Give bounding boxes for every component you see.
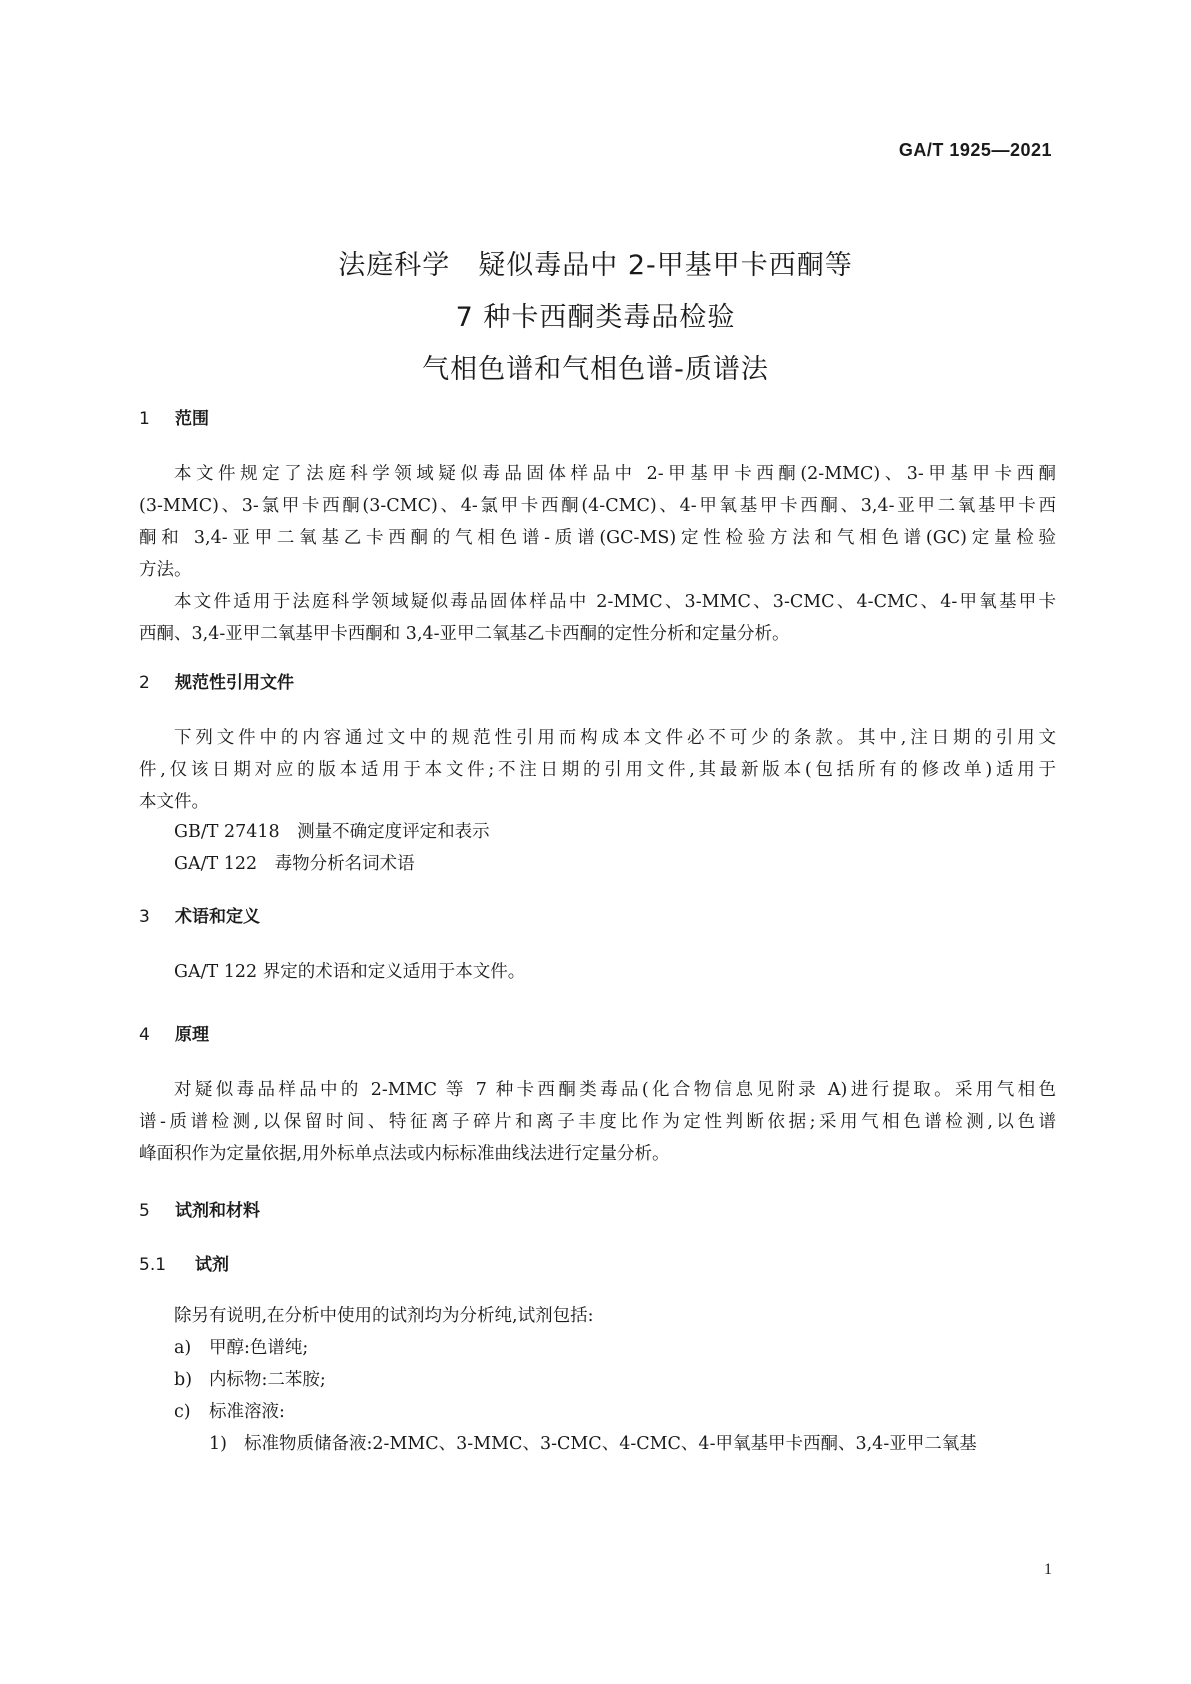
- title-line-2: 7 种卡西酮类毒品检验: [455, 302, 736, 333]
- section-1-paragraph-2: [139, 586, 1056, 650]
- section-title: 试剂: [195, 1255, 229, 1275]
- reagent-item-a: [174, 1334, 308, 1359]
- text-line: 对疑似毒品样品中的 2-MMC 等 7 种卡西酮类毒品(化合物信息见附录 A)进行提取。采用气相色: [174, 1080, 1056, 1100]
- reagent-item-b: [174, 1366, 326, 1391]
- section-number: 5.1: [139, 1255, 167, 1275]
- section-1-paragraph-1: [139, 458, 1056, 586]
- section-number: 5: [139, 1201, 150, 1221]
- section-4-heading: [139, 1020, 209, 1045]
- section-number: 4: [139, 1025, 150, 1045]
- list-marker: a): [174, 1338, 192, 1358]
- section-2-paragraph-1: [139, 722, 1056, 818]
- list-item-text: 甲醇:色谱纯;: [209, 1338, 309, 1358]
- text-line: 酮和 3,4-亚甲二氧基乙卡西酮的气相色谱-质谱(GC-MS)定性检验方法和气相色谱(GC)定量检验: [139, 528, 1056, 548]
- list-item-text: 内标物:二苯胺;: [209, 1370, 326, 1390]
- text-line: (3-MMC)、3-氯甲卡西酮(3-CMC)、4-氯甲卡西酮(4-CMC)、4-甲氧基甲卡西酮、3,4-亚甲二氧基甲卡西: [139, 496, 1056, 516]
- text-line: 下列文件中的内容通过文中的规范性引用而构成本文件必不可少的条款。其中,注日期的引用文: [174, 728, 1056, 748]
- section-5-heading: [139, 1196, 260, 1221]
- text-line: 本文件规定了法庭科学领域疑似毒品固体样品中 2-甲基甲卡西酮(2-MMC)、3-甲基甲卡西酮: [174, 464, 1056, 484]
- section-title: 规范性引用文件: [175, 673, 294, 693]
- reference-gbt-27418: GB/T 27418 测量不确定度评定和表示: [174, 822, 490, 842]
- section-1-heading: [139, 404, 209, 429]
- section-number: 2: [139, 673, 150, 693]
- text-line: 件,仅该日期对应的版本适用于本文件;不注日期的引用文件,其最新版本(包括所有的修改单)适用于: [139, 760, 1056, 780]
- section-title: 原理: [175, 1025, 209, 1045]
- text-line: 方法。: [139, 560, 192, 580]
- section-2-heading: [139, 668, 294, 693]
- section-number: 1: [139, 409, 150, 429]
- section-4-paragraph-1: [139, 1074, 1056, 1170]
- list-marker: b): [174, 1370, 193, 1390]
- text-line: 本文件。: [139, 792, 209, 812]
- text-line: 谱-质谱检测,以保留时间、特征离子碎片和离子丰度比作为定性判断依据;采用气相色谱检测,以色谱: [139, 1112, 1056, 1132]
- section-title: 范围: [175, 409, 209, 429]
- reference-gat-122: GA/T 122 毒物分析名词术语: [174, 854, 415, 874]
- section-number: 3: [139, 907, 150, 927]
- reagent-intro: 除另有说明,在分析中使用的试剂均为分析纯,试剂包括:: [174, 1306, 594, 1326]
- section-3-paragraph-1: GA/T 122 界定的术语和定义适用于本文件。: [174, 962, 526, 982]
- page-number: 1: [1044, 1561, 1052, 1578]
- reagent-item-c: [174, 1398, 285, 1423]
- section-3-heading: [139, 902, 260, 927]
- text-line: 西酮、3,4-亚甲二氧基甲卡西酮和 3,4-亚甲二氧基乙卡西酮的定性分析和定量分析。: [139, 624, 790, 644]
- title-line-1: 法庭科学 疑似毒品中 2-甲基甲卡西酮等: [338, 250, 853, 281]
- document-title: [0, 240, 1191, 396]
- text-line: 本文件适用于法庭科学领域疑似毒品固体样品中 2-MMC、3-MMC、3-CMC、4-CMC、4-甲氧基甲卡: [174, 592, 1056, 612]
- list-item-text: 标准溶液:: [209, 1402, 285, 1422]
- section-5-1-heading: [139, 1250, 229, 1275]
- list-item-text: 标准物质储备液:2-MMC、3-MMC、3-CMC、4-CMC、4-甲氧基甲卡西酮、3,4-亚甲二氧基: [244, 1434, 977, 1454]
- title-line-3: 气相色谱和气相色谱-质谱法: [422, 354, 769, 385]
- section-title: 试剂和材料: [175, 1201, 260, 1221]
- reagent-sub-item-1: [209, 1430, 977, 1455]
- section-title: 术语和定义: [175, 907, 260, 927]
- list-marker: c): [174, 1402, 191, 1422]
- standard-code: GA/T 1925—2021: [898, 140, 1052, 160]
- list-marker: 1): [209, 1434, 227, 1454]
- text-line: 峰面积作为定量依据,用外标单点法或内标标准曲线法进行定量分析。: [139, 1144, 670, 1164]
